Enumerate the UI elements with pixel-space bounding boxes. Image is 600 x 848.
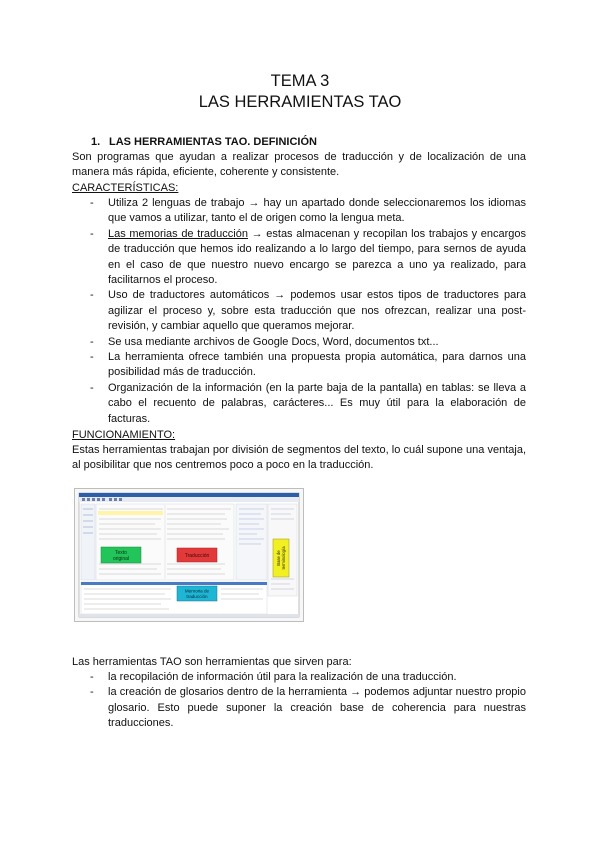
svg-text:Memoria de: Memoria de: [184, 588, 210, 594]
list-dash: -: [90, 671, 94, 683]
svg-text:Traducción: Traducción: [184, 553, 210, 559]
section-heading-text: LAS HERRAMIENTAS TAO. DEFINICIÓN: [109, 136, 317, 148]
document-subtitle: LAS HERRAMIENTAS TAO: [198, 93, 402, 111]
list-item: - Uso de traductores automáticos → podemos usar estos tipos de traductores para agilizar el proceso y, sobre esta traducción que nos ofrezcan, realizar una post-revisión, y cambiar aquello que queramos mejorar.: [90, 289, 526, 333]
functioning-label: FUNCIONAMIENTO:: [72, 429, 176, 441]
characteristics-label: CARACTERÍSTICAS:: [72, 182, 179, 194]
list-dash: -: [90, 197, 94, 209]
uses-intro: Las herramientas TAO son herramientas que sirven para:: [72, 656, 352, 668]
functioning-paragraph: Estas herramientas trabajan por división de segmentos del texto, lo cuál supone una ventaja, al posibilitar que nos centremos poco a poco en la traducción.: [72, 444, 526, 472]
cat-tool-screenshot: [74, 488, 304, 622]
translation-memory-term: Las memorias de traducción: [108, 227, 248, 240]
section-heading: [91, 136, 317, 148]
cat-tool-illustration: [75, 489, 303, 621]
uses-list: [72, 670, 526, 732]
list-item: - Organización de la información (en la parte baja de la pantalla) en tablas: se lleva a cabo el recuento de palabras, carácteres... Es muy útil para la elaboración de facturas.: [90, 381, 526, 425]
svg-text:traducción: traducción: [186, 594, 208, 599]
list-item: - Se usa mediante archivos de Google Docs, Word, documentos txt...: [72, 335, 526, 350]
svg-text:terminología: terminología: [281, 546, 286, 570]
list-item: - Utiliza 2 lenguas de trabajo → hay un apartado donde seleccionaremos los idiomas que vamos a utilizar, tanto el de origen como la lengua meta.: [90, 197, 526, 225]
list-dash: -: [90, 289, 94, 302]
list-item: - La herramienta ofrece también una propuesta propia automática, para darnos una posibilidad más de traducción.: [90, 351, 526, 379]
list-item: - la recopilación de información útil para la realización de una traducción.: [72, 670, 526, 685]
intro-paragraph: Son programas que ayudan a realizar procesos de traducción y de localización de una manera más rápida, eficiente, coherente y consistente.: [72, 151, 526, 179]
list-dash: -: [90, 381, 94, 394]
section-number: 1.: [91, 136, 101, 148]
svg-text:Base de: Base de: [276, 550, 281, 566]
svg-text:original: original: [112, 556, 130, 562]
svg-text:Texto: Texto: [115, 550, 127, 556]
list-item: - la creación de glosarios dentro de la herramienta → podemos adjuntar nuestro propio glosario. Esto puede suponer la creación base de coherencia para nuestras traducciones.: [90, 686, 526, 730]
list-dash: -: [90, 351, 94, 364]
list-item: - Las memorias de traducción → estas almacenan y recopilan los trabajos y encargos de traducción que hemos ido realizando a lo largo del tiempo, para sernos de ayuda en el caso de que nuestro nuevo encargo se parezca a uno ya realizado, para facilitarnos el proceso.: [90, 227, 526, 287]
document-title: TEMA 3: [270, 72, 330, 90]
list-dash: -: [90, 227, 94, 240]
list-dash: -: [90, 335, 94, 348]
list-dash: -: [90, 686, 94, 699]
characteristics-list: [72, 196, 526, 427]
